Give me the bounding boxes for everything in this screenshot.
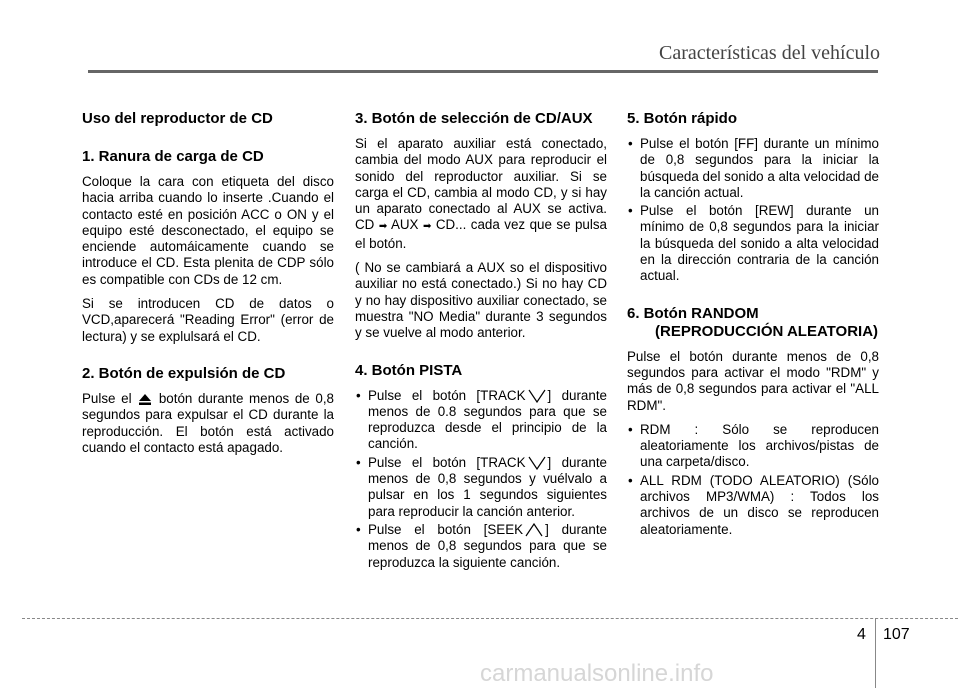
page-number: 107 (883, 626, 910, 643)
eject-text-pre: Pulse el (82, 390, 132, 406)
list-item-text-pre: Pulse el botón [TRACK (368, 454, 526, 470)
track-heading: 4. Botón PISTA (355, 361, 463, 379)
arrow-right-icon: ➡ (422, 221, 432, 233)
eject-icon (139, 394, 151, 405)
eject-heading: 2. Botón de expulsión de CD (82, 364, 286, 382)
chevron-down-icon (528, 389, 546, 403)
footer-rule (22, 618, 958, 619)
random-heading (627, 305, 879, 341)
cd-aux-paragraph-2: ( No se cambiará a AUX so el dispositivo auxiliar no está conectado.) Si no hay CD y no hay dispositivo auxiliar conectado, se muestra "NO Media" durante 3 segundos y se vuelve al modo anterior. (355, 260, 607, 341)
arrow-right-icon: ➡ (378, 221, 388, 233)
column-3 (627, 110, 879, 546)
cd-aux-text-c: CD... cada vez que se pulsa el botón. (355, 217, 607, 251)
cd-slot-paragraph-2: Si se introducen CD de datos o VCD,aparecerá "Reading Error" (error de lectura) y se explulsará el CD. (82, 296, 334, 344)
section-title: Uso del reproductor de CD (82, 110, 273, 127)
list-item-text-post: ] durante menos de 0,8 segundos para que se reproduzca la siguiente canción. (368, 521, 607, 570)
column-2 (355, 110, 607, 579)
cd-slot-heading: 1. Ranura de carga de CD (82, 148, 264, 165)
footer-divider (875, 618, 876, 688)
list-item: • Pulse el botón [REW] durante un mínimo de 0,8 segundos para la iniciar la búsqueda del sonido a alta velocidad en la dirección contraria de la canción actual. (627, 203, 879, 284)
chevron-down-icon (528, 456, 546, 470)
header-rule (88, 70, 878, 73)
eject-paragraph (82, 391, 334, 456)
list-item (355, 388, 607, 453)
cd-aux-paragraph-1 (355, 136, 607, 252)
fast-list (627, 136, 879, 285)
list-item: • ALL RDM (TODO ALEATORIO) (Sólo archivos MP3/WMA) : Todos los archivos de un disco se reproducen aleatoriamente. (627, 473, 879, 538)
track-list (355, 388, 607, 571)
cd-aux-text-b: AUX (390, 217, 419, 233)
cd-slot-paragraph-1: Coloque la cara con etiqueta del disco hacia arriba cuando lo inserte .Cuando el contacto esté en posición ACC o ON y el equipo esté desconectado, el equipo se enciende automáicamente cuando se introduce el CD. Esta plenita de CDP sólo es compatible con CDs de 12 cm. (82, 174, 334, 287)
list-item: • Pulse el botón [FF] durante un mínimo de 0,8 segundos para la iniciar la búsqueda del sonido a alta velocidad de la canción actual. (627, 136, 879, 201)
list-item (355, 455, 607, 520)
list-item (355, 522, 607, 571)
random-heading-line-1: 6. Botón RANDOM (627, 304, 759, 322)
list-item-text-pre: Pulse el botón [SEEK (368, 521, 524, 537)
page-chapter: 4 (857, 626, 866, 643)
cd-aux-text-a: Si el aparato auxiliar está conectado, cambia del modo AUX para reproducir el sonido del reproductor auxiliar. Si se carga el CD, cambia al modo CD, y si hay un aparato conectado al AUX se activa. CD (355, 136, 607, 233)
header-title: Características del vehículo (658, 42, 880, 64)
eject-text-post: botón durante menos de 0,8 segundos para expulsar el CD durante la reproducción. El botón está activado cuando el contacto está apagado. (82, 390, 334, 455)
watermark: carmanualsonline.info (480, 660, 714, 687)
list-item-text-post: ] durante menos de 0.8 segundos para que se reproduzca desde el principio de la canción. (368, 387, 607, 452)
random-list (627, 422, 879, 538)
chevron-up-icon (525, 523, 543, 537)
list-item: • RDM : Sólo se reproducen aleatoriamente los archivos/pistas de una carpeta/disco. (627, 422, 879, 471)
column-1 (82, 110, 334, 464)
list-item-text-pre: Pulse el botón [TRACK (368, 387, 526, 403)
random-heading-line-2: (REPRODUCCIÓN ALEATORIA) (655, 322, 879, 340)
fast-heading: 5. Botón rápido (627, 110, 737, 127)
cd-aux-heading: 3. Botón de selección de CD/AUX (355, 110, 593, 127)
random-paragraph: Pulse el botón durante menos de 0,8 segundos para activar el modo "RDM" y más de 0,8 segundos para activar el "ALL RDM". (627, 348, 879, 413)
list-item-text-post: ] durante menos de 0,8 segundos y vuélvalo a pulsar en los 1 segundos siguientes para reproducir la canción anterior. (368, 454, 607, 519)
